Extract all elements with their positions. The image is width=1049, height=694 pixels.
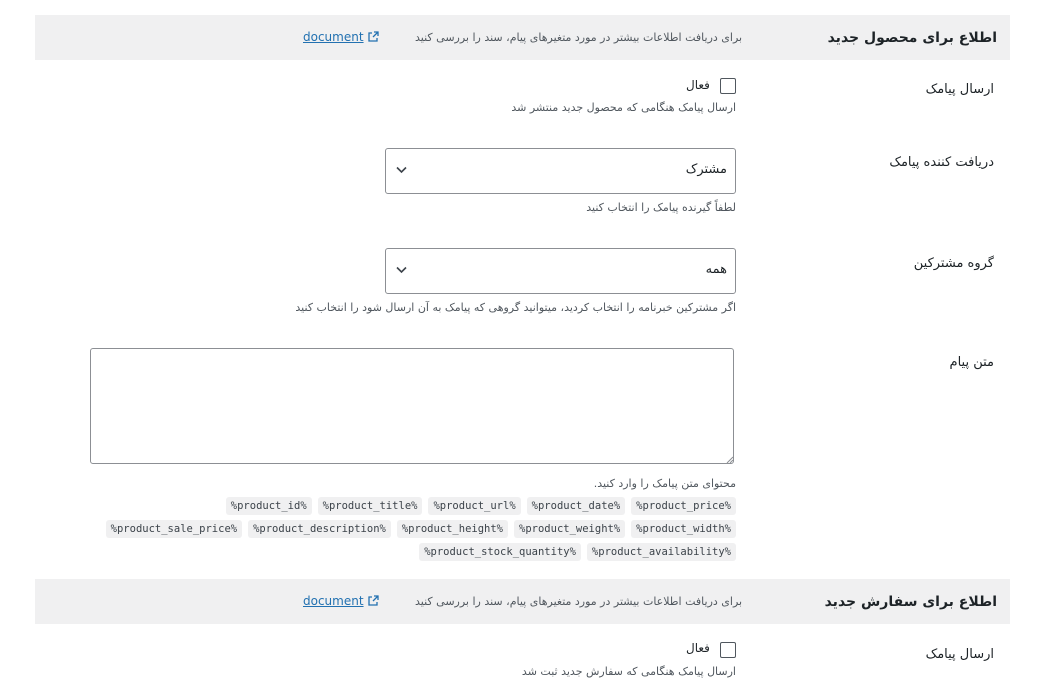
group-select-value: همه bbox=[705, 262, 727, 277]
group-help: اگر مشترکین خبرنامه را انتخاب کردید، میتوانید گروهی که پیامک به آن ارسال شود را انتخاب کنید bbox=[295, 301, 736, 314]
document-link-label[interactable]: document bbox=[303, 594, 364, 608]
message-label: متن پیام bbox=[949, 355, 994, 370]
order-send-sms-label: ارسال پیامک bbox=[925, 647, 994, 662]
tag-product-id[interactable]: %product_id% bbox=[226, 497, 312, 515]
section-description: برای دریافت اطلاعات بیشتر در مورد متغیرهای پیام، سند را بررسی کنید bbox=[415, 595, 743, 608]
section-description: برای دریافت اطلاعات بیشتر در مورد متغیرهای پیام، سند را بررسی کنید bbox=[415, 31, 743, 44]
document-link[interactable] bbox=[303, 594, 379, 608]
external-link-icon bbox=[367, 595, 379, 607]
tag-product-width[interactable]: %product_width% bbox=[631, 520, 736, 538]
tags-row-2 bbox=[36, 520, 736, 538]
tag-product-url[interactable]: %product_url% bbox=[428, 497, 520, 515]
send-sms-checkbox[interactable] bbox=[720, 78, 736, 94]
resize-grip-icon[interactable] bbox=[726, 456, 734, 464]
tags-row-1 bbox=[36, 497, 736, 515]
tag-product-date[interactable]: %product_date% bbox=[527, 497, 626, 515]
tag-product-title[interactable]: %product_title% bbox=[318, 497, 423, 515]
order-send-sms-help: ارسال پیامک هنگامی که سفارش جدید ثبت شد bbox=[521, 665, 736, 678]
section-header-new-product bbox=[35, 15, 1010, 60]
section-title: اطلاع برای محصول جدید bbox=[827, 30, 997, 46]
chevron-down-icon bbox=[396, 266, 407, 274]
tags-row-3 bbox=[36, 543, 736, 561]
send-sms-checkbox-label[interactable]: فعال bbox=[686, 78, 710, 92]
send-sms-label: ارسال پیامک bbox=[925, 82, 994, 97]
receiver-select-value: مشترک bbox=[685, 162, 727, 177]
order-send-sms-checkbox-label[interactable]: فعال bbox=[686, 641, 710, 655]
chevron-down-icon bbox=[396, 166, 407, 174]
section-title: اطلاع برای سفارش جدید bbox=[824, 594, 997, 610]
message-textarea[interactable] bbox=[90, 348, 734, 464]
tag-product-weight[interactable]: %product_weight% bbox=[514, 520, 625, 538]
section-header-new-order bbox=[35, 579, 1010, 624]
tag-product-height[interactable]: %product_height% bbox=[397, 520, 508, 538]
receiver-select[interactable] bbox=[385, 148, 736, 194]
document-link[interactable] bbox=[303, 30, 379, 44]
group-label: گروه مشترکین bbox=[913, 256, 994, 271]
tag-product-stock-quantity[interactable]: %product_stock_quantity% bbox=[419, 543, 581, 561]
receiver-label: دریافت کننده پیامک bbox=[889, 155, 994, 170]
receiver-help: لطفاً گیرنده پیامک را انتخاب کنید bbox=[586, 201, 736, 214]
send-sms-help: ارسال پیامک هنگامی که محصول جدید منتشر شد bbox=[511, 101, 736, 114]
tag-product-description[interactable]: %product_description% bbox=[248, 520, 391, 538]
message-help: محتوای متن پیامک را وارد کنید. bbox=[593, 477, 736, 490]
order-send-sms-checkbox[interactable] bbox=[720, 642, 736, 658]
tag-product-price[interactable]: %product_price% bbox=[631, 497, 736, 515]
external-link-icon bbox=[367, 31, 379, 43]
group-select[interactable] bbox=[385, 248, 736, 294]
tag-product-availability[interactable]: %product_availability% bbox=[587, 543, 736, 561]
document-link-label[interactable]: document bbox=[303, 30, 364, 44]
tag-product-sale-price[interactable]: %product_sale_price% bbox=[106, 520, 242, 538]
